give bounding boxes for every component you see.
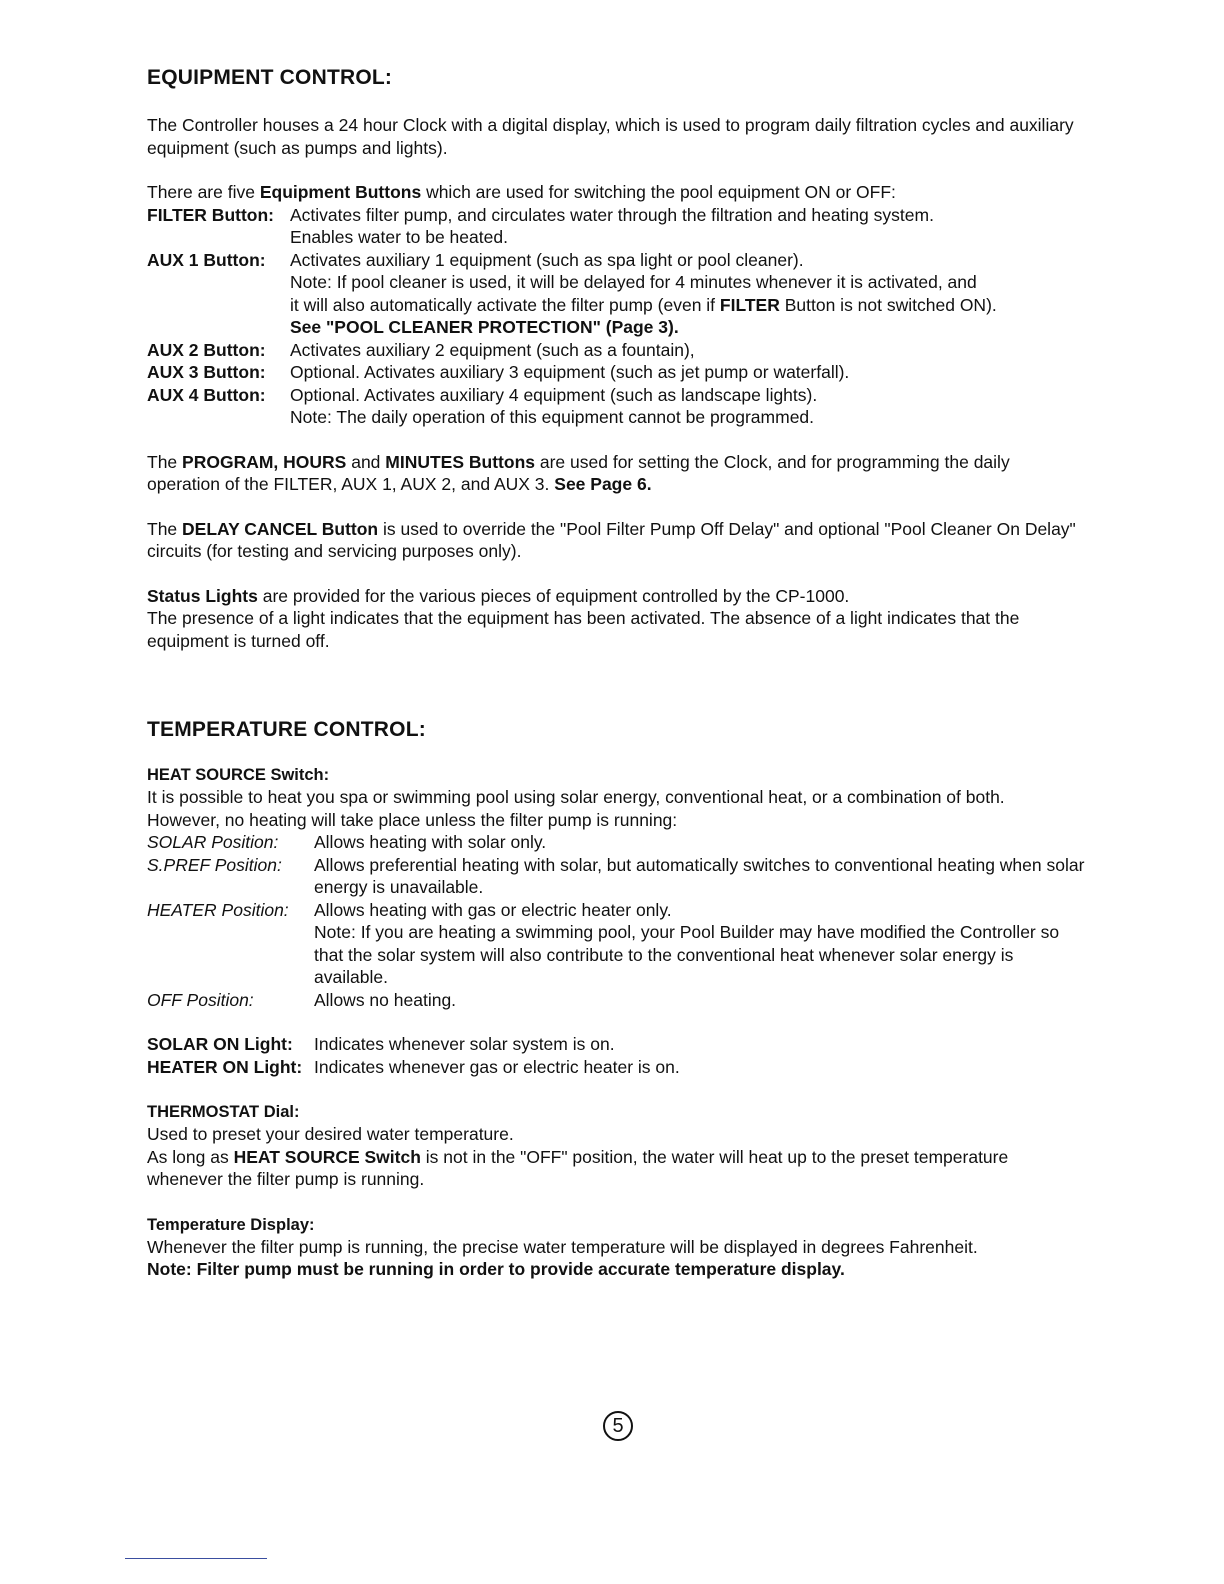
- solar-on-light-label: SOLAR ON Light:: [147, 1034, 293, 1054]
- aux3-button-label: AUX 3 Button:: [147, 362, 266, 382]
- status-lights-explanation: The presence of a light indicates that the equipment has been activated. The absence of a light indicates that the equipment is turned off.: [147, 608, 1020, 651]
- status-lights-paragraph: Status Lights are provided for the various pieces of equipment controlled by the CP-1000.: [147, 585, 850, 606]
- equipment-buttons-intro: There are five Equipment Buttons which are used for switching the pool equipment ON or OFF:: [147, 182, 896, 202]
- pool-cleaner-reference: See "POOL CLEANER PROTECTION" (Page 3).: [290, 317, 679, 337]
- heater-position-row: HEATER Position: Allows heating with gas or electric heater only. Note: If you are heating a swimming pool, your Pool Builder may have modified the Controller so that the solar system will also contribute to the conventional heat whenever solar energy is available.: [147, 899, 1060, 987]
- controller-intro: The Controller houses a 24 hour Clock with a digital display, which is used to program daily filtration cycles and auxiliary equipment (such as pumps and lights).: [147, 115, 1074, 158]
- aux1-button-label: AUX 1 Button:: [147, 249, 266, 270]
- aux4-button-label: AUX 4 Button:: [147, 384, 266, 405]
- spref-position-row: S.PREF Position: Allows preferential heating with solar, but automatically switches to conventional heating when solar energy is unavailable.: [147, 854, 1085, 897]
- off-position-row: OFF Position: Allows no heating.: [147, 989, 457, 1010]
- spref-position-label: S.PREF Position:: [147, 854, 282, 875]
- temperature-control-heading: TEMPERATURE CONTROL:: [147, 718, 426, 741]
- solar-position-row: SOLAR Position: Allows heating with solar only.: [147, 832, 547, 852]
- heat-source-heading: HEAT SOURCE Switch:: [147, 766, 330, 784]
- page-number: 5: [603, 1411, 633, 1441]
- solar-on-light-row: SOLAR ON Light: Indicates whenever solar system is on.: [147, 1034, 615, 1054]
- aux2-button-label: AUX 2 Button:: [147, 339, 266, 360]
- aux1-button-desc: Activates auxiliary 1 equipment (such as spa light or pool cleaner). Note: If pool cleaner is used, it will be delayed for 4 minutes whenever it is activated, and it will also automatically activate the filter pump (even if FILTER Button is not switched ON). See "POOL CLEANER PROTECTION" (Page 3).: [290, 249, 1087, 339]
- aux4-button-row: [147, 384, 1087, 429]
- heater-on-light-label: HEATER ON Light:: [147, 1056, 303, 1077]
- equipment-control-heading: EQUIPMENT CONTROL:: [147, 66, 393, 89]
- document-page: EQUIPMENT CONTROL: The Controller houses a 24 hour Clock with a digital display, which is used to program daily filtration cycles and auxiliary equipment (such as pumps and lights). There are five Equipment Buttons which are used for switching the pool equipment ON or OFF: FILTER Button: Activates filter pump, and circulates water through the filtration and heating system. Enables water to be heated. AUX 1 Button: Activates auxiliary 1 equipment (such as spa light or pool cleaner). Note: If pool cleaner is used, it will be delayed for 4 minutes whenever it is activated, and it will also automatically activate the filter pump (even if FILTER Button is not switched ON). See "POOL CLEANER PROTECTION" (Page 3). AUX 2 Button: Activates auxiliary 2 equipment (such as a fountain), AUX 3 Button: Optional. Activates auxiliary 3 equipment (such as jet pump or waterfall). AUX 4 Button: Optional. Activates auxiliary 4 equipment (such as landscape lights). Note: The daily operation of this equipment cannot be programmed. The PROGRAM, HOURS and MINUTES Buttons are used for setting the Clock, and for programming the daily operation of the FILTER, AUX 1, AUX 2, and AUX 3. See Page 6. The DELAY CANCEL Button is used to override the "Pool Filter Pump Off Delay" and optional "Pool Cleaner On Delay" circuits (for testing and servicing purposes only). Status Lights are provided for the various pieces of equipment controlled by the CP-1000. The presence of a light indicates that the equipment has been activated. The absence of a light indicates that the equipment is turned off. TEMPERATURE CONTROL: HEAT SOURCE Switch: It is possible to heat you spa or swimming pool using solar energy, conventional heat, or a combination of both. However, no heating will take place unless the filter pump is running: SOLAR Position: Allows heating with solar only. S.PREF Position: Allows preferential heating with solar, but automatically switches to conventional heating when solar energy is unavailable. HEATER Position: Allows heating with gas or electric heater only. Note: If you are heating a swimming pool, your Pool Builder may have modified the Controller so that the solar system will also contribute to the conventional heat whenever solar energy is available. OFF Position: Allows no heating. SOLAR ON Light: Indicates whenever solar system is on. HEATER ON Light: Indicates whenever gas or electric heater is on. THERMOSTAT Dial: Used to preset your desired water temperature. As long as HEAT SOURCE Switch is not in the "OFF" position, the water will heat up to the preset temperature whenever the filter pump is running. Temperature Display: Whenever the filter pump is running, the precise water temperature will be displayed in degrees Fahrenheit. Note: Filter pump must be running in order to provide accurate temperature display.: [147, 64, 1087, 1281]
- filter-button-label: FILTER Button:: [147, 204, 274, 225]
- off-position-label: OFF Position:: [147, 989, 254, 1010]
- filter-button-desc: Activates filter pump, and circulates water through the filtration and heating system. Enables water to be heated.: [290, 204, 934, 247]
- solar-position-label: SOLAR Position:: [147, 832, 279, 852]
- delay-cancel-paragraph: The DELAY CANCEL Button is used to override the "Pool Filter Pump Off Delay" and optional "Pool Cleaner On Delay" circuits (for testing and servicing purposes only).: [147, 518, 1076, 561]
- aux4-button-desc: Optional. Activates auxiliary 4 equipment (such as landscape lights). Note: The daily operation of this equipment cannot be programmed.: [290, 384, 818, 427]
- aux1-button-row: [147, 249, 1087, 339]
- thermostat-heading: THERMOSTAT Dial:: [147, 1103, 300, 1121]
- program-buttons-paragraph: The PROGRAM, HOURS and MINUTES Buttons are used for setting the Clock, and for programming the daily operation of the FILTER, AUX 1, AUX 2, and AUX 3. See Page 6.: [147, 451, 1010, 494]
- heater-on-light-row: HEATER ON Light: Indicates whenever gas or electric heater is on.: [147, 1056, 680, 1077]
- filter-button-row: [147, 204, 1087, 249]
- footer-rule: [125, 1558, 267, 1559]
- aux3-button-row: AUX 3 Button: Optional. Activates auxiliary 3 equipment (such as jet pump or waterfall).: [147, 362, 850, 382]
- aux2-button-row: AUX 2 Button: Activates auxiliary 2 equipment (such as a fountain),: [147, 339, 695, 360]
- heater-position-label: HEATER Position:: [147, 899, 289, 920]
- temperature-display-note: Note: Filter pump must be running in order to provide accurate temperature display.: [147, 1259, 845, 1279]
- temperature-display-heading: Temperature Display:: [147, 1215, 315, 1234]
